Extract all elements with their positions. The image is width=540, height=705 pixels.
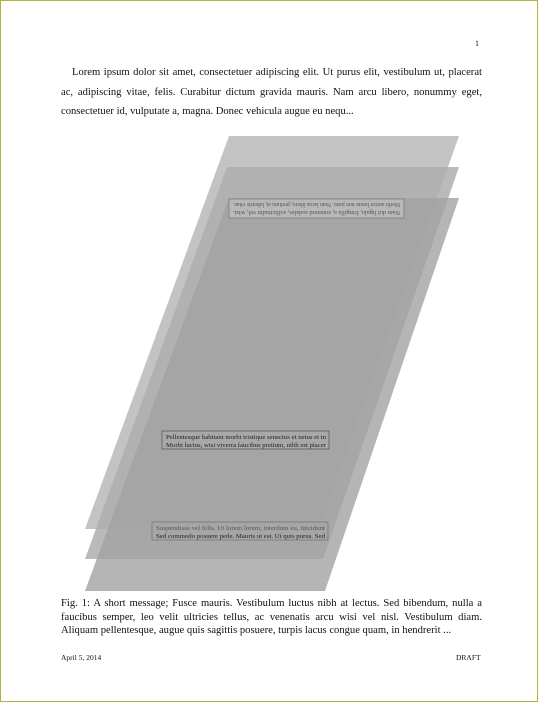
body-paragraph: Lorem ipsum dolor sit amet, consectetuer adipiscing elit. Ut purus elit, vestibulum ut, placerat ac, adipiscing vitae, felis. Curabitur dictum gravida mauris. Nam arcu libero, nonummy eget, consectetuer id, vulputate a, magna. Donec vehicula augue eu nequ... [61,67,482,117]
label-middle-line2: Morbi luctus, wisi viverra faucibus pretium, nibh est placer [166,442,326,449]
footer-status: DRAFT [456,653,481,662]
label-top-line1: Nam dui ligula, fringilla a, euismod sodales, sollicitudin vel, wisi. [232,209,400,216]
label-middle-line1: Pellentesque habitant morbi tristique senectus et netus et in [166,434,326,441]
label-top-line2: Morbi auctor lorem non justo. Nam lacus libero, pretium at, lobortis vitae. [232,201,400,208]
label-bottom-line1: Suspendisse vel felis. Ut lorem lorem, interdum eu, tincidunt [156,525,326,532]
figure-caption: Fig. 1: A short message; Fusce mauris. Vestibulum luctus nibh at lectus. Sed bibendum, nulla a faucibus semper, leo velit ultricies tellus, ac venenatis arcu wisi vel nisl. Vestibulum diam. Aliquam pellentesque, augue quis sagittis posuere, turpis lacus congue quam, in hendrerit ... [61,598,482,636]
footer-date: April 5, 2014 [61,653,102,662]
page-number: 1 [475,39,479,48]
label-bottom-line2: Sed commodo posuere pede. Mauris ut est. Ut quis purus. Sed [156,533,326,540]
